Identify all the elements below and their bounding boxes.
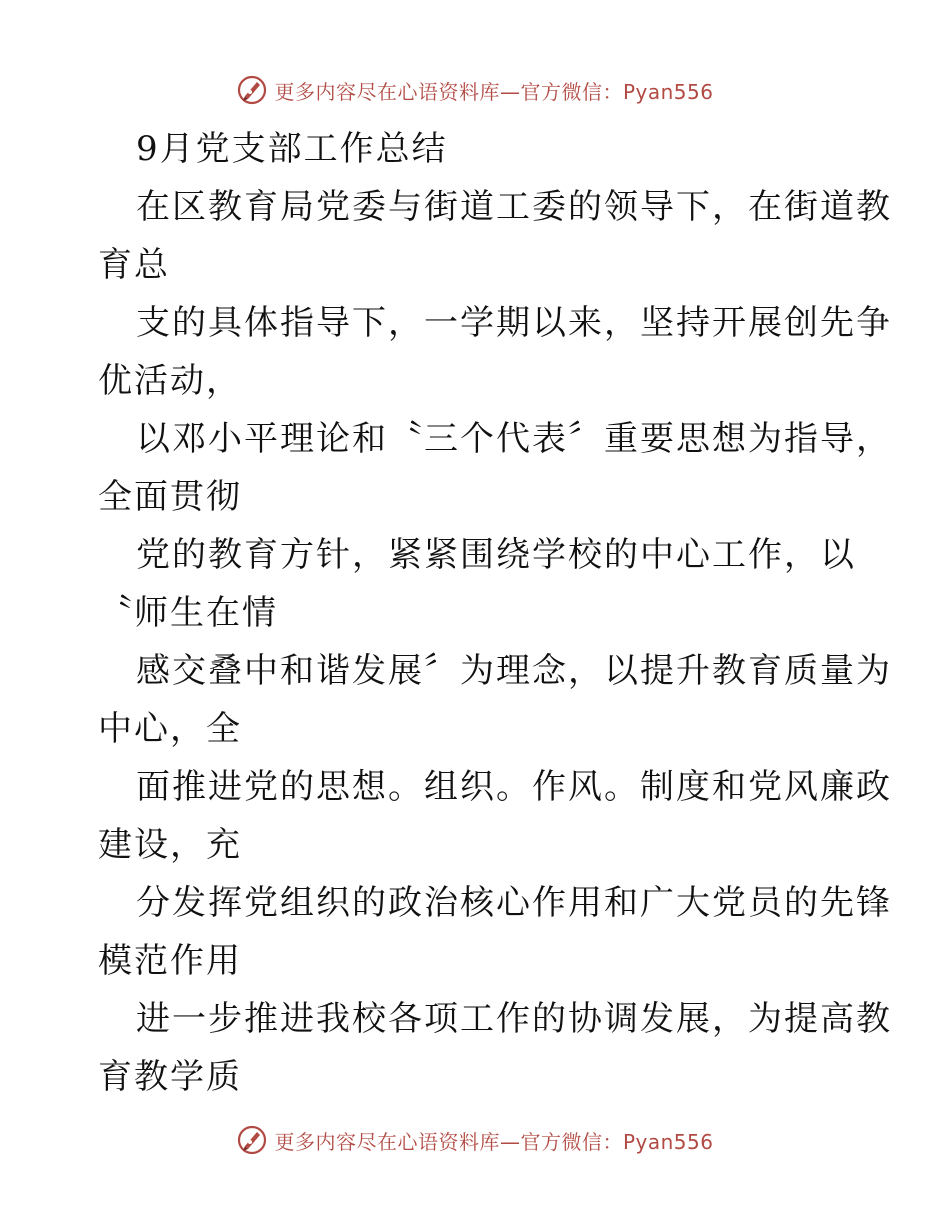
text-line: 全面贯彻 xyxy=(98,477,242,517)
text-line: 面推进党的思想。组织。作风。制度和党风廉政 xyxy=(136,767,892,807)
text-line: 〝师生在情 xyxy=(98,593,278,633)
text-line: 育教学质 xyxy=(98,1057,242,1097)
text-line: 感交叠中和谐发展〞为理念，以提升教育质量为 xyxy=(136,651,892,691)
header-watermark xyxy=(0,70,950,110)
text-line: 分发挥党组织的政治核心作用和广大党员的先锋 xyxy=(136,883,892,923)
pen-logo-icon xyxy=(236,1124,268,1156)
footer-watermark-inner xyxy=(236,1124,713,1156)
text-line: 优活动， xyxy=(98,361,242,401)
text-line: 模范作用 xyxy=(98,941,242,981)
footer-watermark-text: 更多内容尽在心语资料库—官方微信：Pyan556 xyxy=(274,1129,714,1154)
text-line: 在区教育局党委与街道工委的领导下，在街道教 xyxy=(136,187,892,227)
document-body xyxy=(98,120,892,1106)
footer-watermark xyxy=(0,1120,950,1160)
text-line: 支的具体指导下，一学期以来，坚持开展创先争 xyxy=(136,303,892,343)
document-title: 9月党支部工作总结 xyxy=(136,129,448,169)
pen-logo-icon xyxy=(236,74,268,106)
text-line: 建设，充 xyxy=(98,825,242,865)
header-watermark-inner xyxy=(236,74,713,106)
text-line: 党的教育方针，紧紧围绕学校的中心工作，以 xyxy=(136,535,856,575)
text-line: 中心，全 xyxy=(98,709,242,749)
header-watermark-text: 更多内容尽在心语资料库—官方微信：Pyan556 xyxy=(274,79,714,104)
text-line: 以邓小平理论和〝三个代表〞重要思想为指导， xyxy=(136,419,892,459)
text-line: 进一步推进我校各项工作的协调发展，为提高教 xyxy=(136,999,892,1039)
text-line: 育总 xyxy=(98,245,170,285)
